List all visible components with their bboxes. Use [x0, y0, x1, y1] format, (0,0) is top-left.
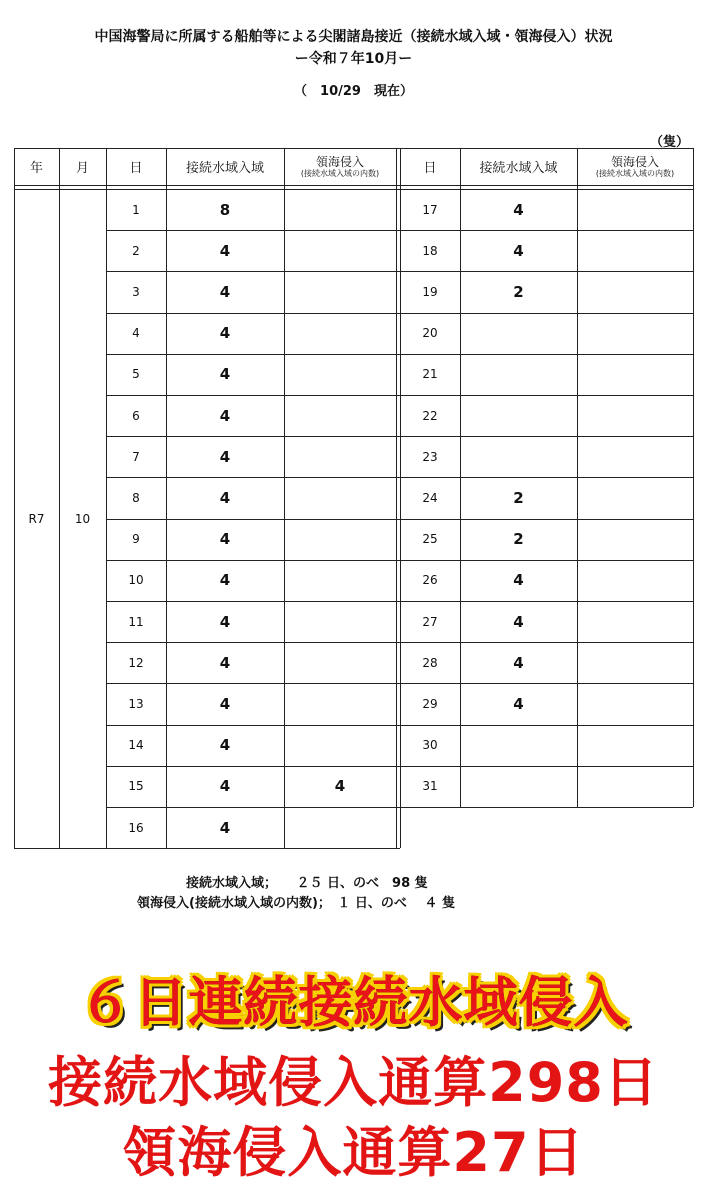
contiguous-cell-left: 4: [219, 488, 231, 507]
day-cell-right: 19: [422, 284, 438, 299]
territorial-cell-right: [577, 519, 693, 560]
day-cell-right: 20: [422, 326, 438, 341]
day-cell-right: 25: [422, 532, 438, 547]
day-cell-left: 15: [128, 779, 144, 794]
contiguous-cell-left: 4: [219, 406, 231, 425]
contiguous-cell-left: 4: [219, 324, 231, 343]
territorial-cell-left: [284, 395, 396, 436]
territorial-cell-right: [577, 271, 693, 312]
territorial-cell-right: [577, 230, 693, 271]
territorial-cell-left: [284, 725, 396, 766]
day-cell-right: 18: [422, 243, 438, 258]
day-cell-left: 1: [132, 202, 140, 217]
contiguous-cell-right: 4: [513, 694, 524, 713]
header-contiguous-right: 接続水域入域: [479, 161, 558, 176]
header-territorial-label: 領海侵入: [610, 154, 659, 169]
header-month: 月: [75, 161, 89, 176]
day-cell-right: 26: [422, 573, 438, 588]
territorial-cell-left: [284, 313, 396, 354]
day-cell-right: 27: [422, 614, 438, 629]
banner-territorial-total: 領海侵入通算27日: [122, 1121, 585, 1184]
contiguous-cell-right: [460, 766, 577, 807]
territorial-cell-right: [577, 683, 693, 724]
unit-label: （隻）: [650, 135, 690, 150]
territorial-cell-left: [284, 807, 396, 848]
contiguous-cell-right: [460, 725, 577, 766]
contiguous-cell-right: 4: [513, 200, 524, 219]
contiguous-cell-right: 2: [513, 488, 524, 507]
territorial-cell-left: [284, 601, 396, 642]
day-cell-left: 2: [132, 243, 140, 258]
day-cell-right: 22: [422, 408, 438, 423]
day-cell-left: 11: [128, 614, 144, 629]
day-cell-left: 3: [132, 284, 140, 299]
contiguous-cell-left: 4: [219, 736, 231, 755]
day-cell-left: 16: [128, 820, 144, 835]
contiguous-cell-left: 4: [219, 818, 231, 837]
contiguous-cell-left: 4: [219, 530, 231, 549]
summary-contiguous: 接続水域入域； ２５ 日、のべ 98 隻: [186, 876, 428, 891]
contiguous-cell-right: 2: [513, 530, 524, 549]
day-cell-right: 24: [422, 490, 438, 505]
day-cell-left: 8: [132, 490, 140, 505]
territorial-cell-right: [577, 601, 693, 642]
contiguous-cell-right: [460, 395, 577, 436]
territorial-cell-right: [577, 477, 693, 518]
contiguous-cell-right: [460, 436, 577, 477]
territorial-cell-left: [284, 477, 396, 518]
contiguous-cell-right: [460, 313, 577, 354]
day-cell-left: 7: [132, 449, 140, 464]
territorial-cell-right: [577, 766, 693, 807]
contiguous-cell-left: 4: [219, 447, 231, 466]
header-territorial-left: [284, 148, 396, 185]
territorial-cell-left: [284, 560, 396, 601]
territorial-cell-left: [284, 230, 396, 271]
day-cell-right: 28: [422, 655, 438, 670]
day-cell-right: 17: [422, 202, 438, 217]
contiguous-cell-right: 4: [513, 241, 524, 260]
territorial-cell-right: [577, 642, 693, 683]
as-of-date: （ 10/29 現在）: [294, 84, 413, 99]
banner-consecutive-days: ６日連続接続水域侵入: [78, 971, 629, 1034]
territorial-cell-right: [577, 395, 693, 436]
territorial-cell-left: [284, 642, 396, 683]
contiguous-cell-left: 4: [219, 694, 231, 713]
day-cell-left: 12: [128, 655, 144, 670]
header-territorial-note: (接続水域入域の内数): [300, 168, 380, 178]
day-cell-left: 10: [128, 573, 144, 588]
day-cell-right: 30: [422, 738, 438, 753]
contiguous-cell-right: [460, 354, 577, 395]
contiguous-cell-left: 4: [219, 777, 231, 796]
header-territorial-right: [577, 148, 693, 185]
header-contiguous-left: 接続水域入域: [185, 161, 264, 176]
territorial-cell-left: [284, 436, 396, 477]
document-subtitle: ー令和７年10月ー: [294, 51, 413, 67]
territorial-cell-right: [577, 354, 693, 395]
day-cell-left: 14: [128, 738, 144, 753]
contiguous-cell-left: 4: [219, 241, 231, 260]
territorial-cell-left: [284, 354, 396, 395]
header-day-left: 日: [129, 161, 143, 176]
territorial-cell-right: [577, 313, 693, 354]
contiguous-cell-right: 4: [513, 653, 524, 672]
territorial-cell-right: [577, 725, 693, 766]
day-cell-left: 4: [132, 326, 140, 341]
contiguous-cell-left: 4: [219, 612, 231, 631]
header-territorial-note: (接続水域入域の内数): [595, 168, 675, 178]
territorial-cell-left: [284, 519, 396, 560]
territorial-cell-left: [284, 189, 396, 230]
territorial-cell-left: [284, 271, 396, 312]
territorial-cell-right: [577, 436, 693, 477]
day-cell-left: 6: [132, 408, 140, 423]
day-cell-left: 9: [132, 532, 140, 547]
day-cell-right: 29: [422, 696, 438, 711]
banner-contiguous-total: 接続水域侵入通算298日: [48, 1051, 659, 1114]
territorial-cell-left: 4: [334, 777, 346, 796]
contiguous-cell-right: 4: [513, 612, 524, 631]
summary-territorial: 領海侵入(接続水域入域の内数)； １ 日、のべ ４ 隻: [137, 896, 455, 911]
year-cell: R7: [28, 511, 45, 526]
contiguous-cell-left: 4: [219, 571, 231, 590]
contiguous-cell-left: 4: [219, 365, 231, 384]
territorial-cell-right: [577, 560, 693, 601]
header-territorial-label: 領海侵入: [315, 154, 364, 169]
day-cell-right: 31: [422, 779, 438, 794]
contiguous-cell-left: 4: [219, 653, 231, 672]
month-cell: 10: [74, 511, 91, 526]
day-cell-left: 13: [128, 696, 144, 711]
contiguous-cell-right: 4: [513, 571, 524, 590]
territorial-cell-left: [284, 683, 396, 724]
territorial-cell-right: [577, 189, 693, 230]
header-day-right: 日: [423, 161, 437, 176]
header-year: 年: [29, 161, 43, 176]
contiguous-cell-right: 2: [513, 282, 524, 301]
day-cell-right: 23: [422, 449, 438, 464]
day-cell-right: 21: [422, 367, 438, 382]
contiguous-cell-left: 4: [219, 282, 231, 301]
contiguous-cell-left: 8: [219, 200, 231, 219]
document-title: 中国海警局に所属する船舶等による尖閣諸島接近（接続水域入域・領海侵入）状況: [94, 29, 613, 45]
day-cell-left: 5: [132, 367, 140, 382]
